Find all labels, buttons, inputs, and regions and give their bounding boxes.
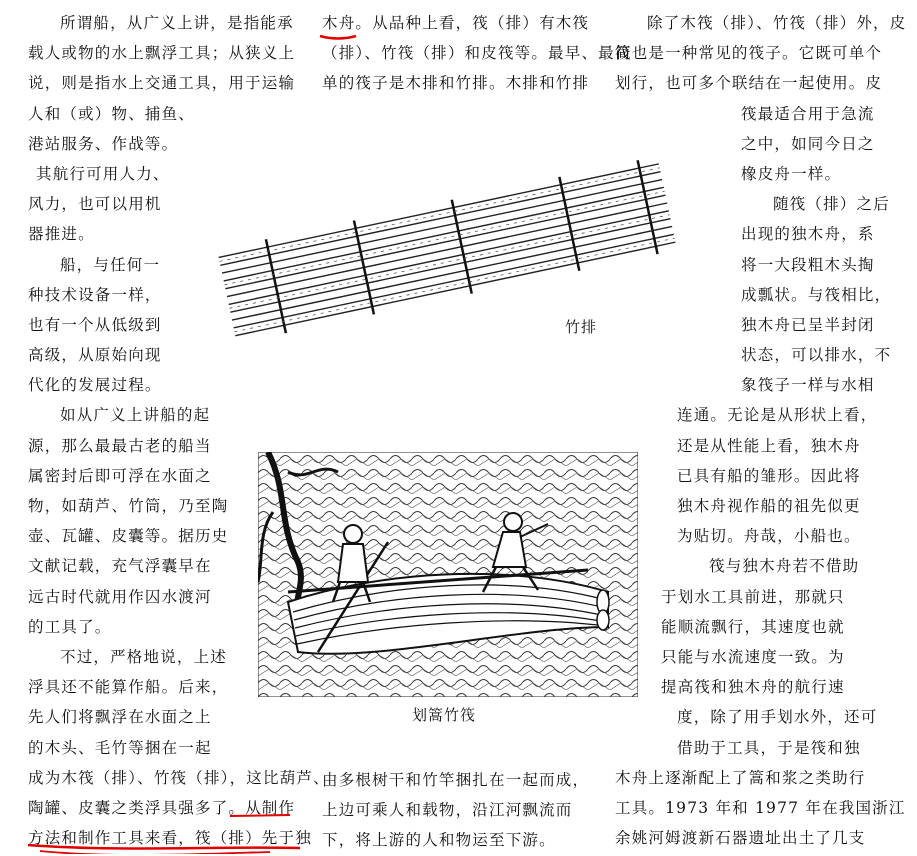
- paragraph-line: 载人或物的水上飘浮工具；从狭义上: [28, 44, 296, 63]
- paragraph-line: 说，则是指水上交通工具，用于运输: [28, 74, 296, 93]
- paragraph-line: 木舟上逐渐配上了篙和浆之类助行: [615, 768, 866, 787]
- paragraph-line: 除了木筏（排）、竹筏（排）外，皮: [647, 14, 907, 32]
- poling-raft-illustration: [258, 452, 638, 697]
- paragraph-line: 能顺流飘行，其速度也就: [661, 617, 845, 636]
- paragraph-line: 筏与独木舟若不借助: [709, 557, 860, 576]
- paragraph-line: 源，那么最最古老的船当: [28, 436, 212, 455]
- bamboo-raft-illustration: [210, 140, 680, 340]
- paragraph-line: 只能与水流速度一致。为: [661, 647, 845, 666]
- paragraph-line: 人和（或）物、捕鱼、: [28, 104, 196, 123]
- paragraph-line: 高级，从原始向现: [28, 346, 162, 365]
- paragraph-line: 独木舟视作船的祖先似更: [677, 497, 861, 515]
- caption-poling-raft: 划篙竹筏: [412, 706, 477, 724]
- paragraph-line: 已具有船的雏形。因此将: [677, 466, 861, 485]
- paragraph-line: 下，将上游的人和物运至下游。: [322, 831, 556, 850]
- paragraph-line: 于划水工具前进，那就只: [661, 587, 845, 606]
- paragraph-line: 随筏（排）之后: [773, 195, 890, 214]
- paragraph-line: 象筏子一样与水相: [741, 376, 875, 395]
- paragraph-line: 提高筏和独木舟的航行速: [661, 678, 845, 697]
- paragraph-line: 种技术设备一样，: [28, 285, 162, 304]
- paragraph-line: 方法和制作工具来看，筏（排）先于独: [28, 829, 312, 848]
- paragraph-line: 出现的独木舟，系: [741, 225, 875, 244]
- paragraph-line: 木舟。从品种上看，筏（排）有木筏: [322, 14, 590, 32]
- paragraph-line: 港站服务、作战等。: [28, 134, 179, 153]
- paragraph-line: 单的筏子是木排和竹排。木排和竹排: [322, 74, 590, 93]
- paragraph-line: 船，与任何一: [60, 255, 161, 274]
- paragraph-line: 浮具还不能算作船。后来，: [28, 678, 229, 697]
- paragraph-line: 其航行可用人力、: [36, 164, 170, 183]
- paragraph-line: 所谓船，从广义上讲，是指能承: [60, 14, 294, 32]
- paragraph-line: 成为木筏（排）、竹筏（排），这比葫芦、: [28, 768, 330, 787]
- paragraph-line: 先人们将飘浮在水面之上: [28, 708, 212, 727]
- paragraph-line: 筏也是一种常见的筏子。它既可单个: [615, 44, 883, 63]
- text-column-middle-top: [322, 8, 632, 99]
- paragraph-line: 为贴切。舟哉，小船也。: [677, 527, 861, 546]
- paragraph-line: 成瓢状。与筏相比，: [741, 285, 892, 304]
- paragraph-line: （排）、竹筏（排）和皮筏等。最早、最简: [322, 44, 632, 63]
- paragraph-line: 陶罐、皮囊之类浮具强多了。从制作: [28, 798, 296, 817]
- paragraph-line: 橡皮舟一样。: [741, 164, 842, 183]
- paragraph-line: 之中，如同今日之: [741, 134, 875, 153]
- paragraph-line: 器推进。: [28, 225, 95, 244]
- caption-bamboo-raft: 竹排: [565, 318, 598, 336]
- paragraph-line: 还是从性能上看，独木舟: [677, 436, 861, 455]
- paragraph-line: 余姚河姆渡新石器遗址出土了几支: [615, 829, 866, 848]
- paragraph-line: 壶、瓦罐、皮囊等。据历史: [28, 527, 229, 546]
- paragraph-line: 远古时代就用作囚水渡河: [28, 587, 212, 606]
- text-column-left: [28, 8, 330, 853]
- paragraph-line: 独木舟已呈半封闭: [741, 315, 875, 334]
- paragraph-line: 风力，也可以用机: [28, 195, 162, 214]
- paragraph-line: 状态，可以排水，不: [741, 346, 892, 365]
- text-column-right: [615, 8, 906, 853]
- paragraph-line: 工具。1973 年和 1977 年在我国浙江: [615, 798, 906, 817]
- paragraph-line: 属密封后即可浮在水面之: [28, 466, 212, 485]
- paragraph-line: 借助于工具，于是筏和独: [677, 738, 861, 757]
- text-column-middle-bottom: [322, 765, 589, 856]
- paragraph-line: 筏最适合用于急流: [741, 104, 875, 123]
- paragraph-line: 将一大段粗木头掏: [741, 255, 875, 274]
- paragraph-line: 上边可乘人和载物，沿江河飘流而: [322, 801, 573, 820]
- paragraph-line: 的木头、毛竹等捆在一起: [28, 738, 212, 757]
- paragraph-line: 划行，也可多个联结在一起使用。皮: [615, 74, 883, 93]
- paragraph-line: 由多根树干和竹竿捆扎在一起而成，: [322, 771, 590, 789]
- paragraph-line: 也有一个从低级到: [28, 315, 162, 334]
- paragraph-line: 物，如葫芦、竹筒，乃至陶: [28, 497, 229, 515]
- paragraph-line: 不过，严格地说，上述: [60, 647, 228, 666]
- paragraph-line: 文献记载，充气浮囊早在: [28, 557, 212, 576]
- paragraph-line: 连通。无论是从形状上看，: [677, 406, 878, 425]
- paragraph-line: 度，除了用手划水外，还可: [677, 708, 878, 727]
- paragraph-line: 代化的发展过程。: [28, 376, 162, 395]
- paragraph-line: 的工具了。: [28, 617, 112, 636]
- paragraph-line: 如从广义上讲船的起: [60, 406, 211, 425]
